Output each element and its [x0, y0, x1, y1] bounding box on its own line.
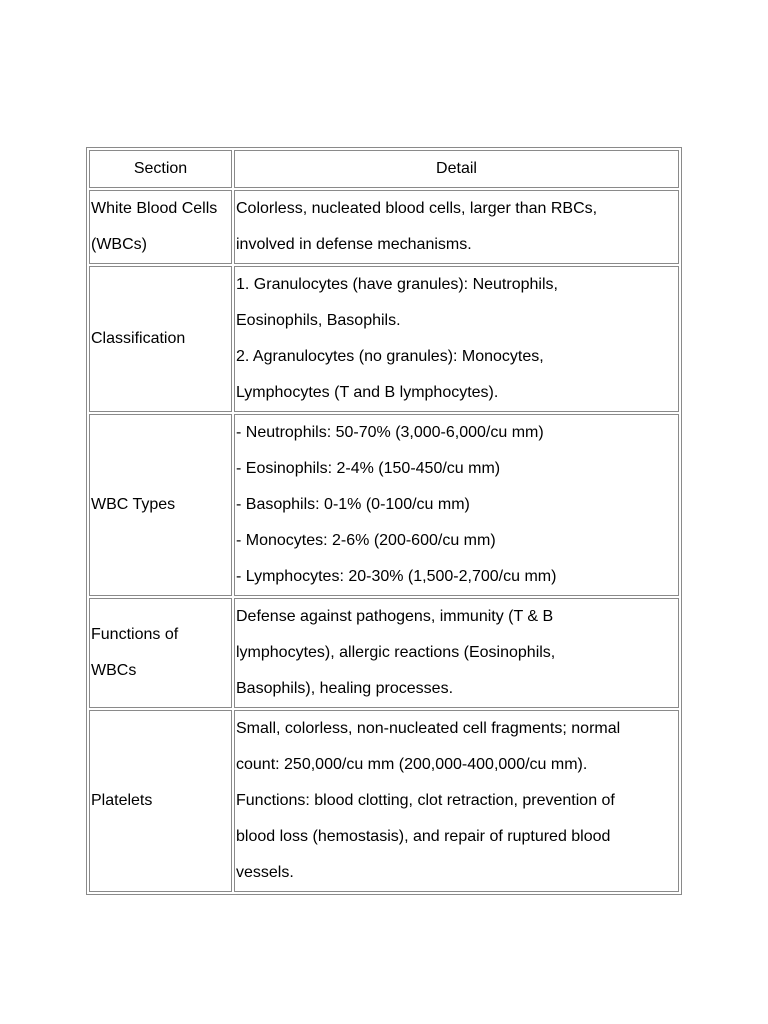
section-cell	[89, 710, 232, 892]
detail-text-line: Defense against pathogens, immunity (T & B	[236, 608, 554, 625]
detail-cell	[234, 598, 679, 708]
table-row	[89, 190, 679, 264]
detail-text-line: - Monocytes: 2-6% (200-600/cu mm)	[236, 532, 496, 549]
detail-text-line: vessels.	[236, 864, 294, 881]
section-text-line: Classification	[91, 330, 186, 347]
table-row	[89, 266, 679, 412]
detail-cell	[234, 190, 679, 264]
section-cell	[89, 414, 232, 596]
detail-text-line: count: 250,000/cu mm (200,000-400,000/cu mm).	[236, 756, 588, 773]
table-row	[89, 414, 679, 596]
section-text-line: Platelets	[91, 792, 153, 809]
section-text-line: White Blood Cells	[91, 200, 218, 217]
section-cell	[89, 598, 232, 708]
detail-cell	[234, 266, 679, 412]
table-header-row	[89, 150, 679, 188]
table-row	[89, 710, 679, 892]
section-text-line: WBCs	[91, 662, 137, 679]
section-text-line: Functions of	[91, 626, 179, 643]
detail-text-line: Small, colorless, non-nucleated cell fragments; normal	[236, 720, 621, 737]
detail-column-header: Detail	[234, 150, 679, 188]
detail-text-line: Functions: blood clotting, clot retraction, prevention of	[236, 792, 615, 809]
detail-text-line: - Neutrophils: 50-70% (3,000-6,000/cu mm)	[236, 424, 544, 441]
detail-text-line: blood loss (hemostasis), and repair of ruptured blood	[236, 828, 611, 845]
detail-cell	[234, 710, 679, 892]
section-cell	[89, 266, 232, 412]
detail-text-line: - Eosinophils: 2-4% (150-450/cu mm)	[236, 460, 501, 477]
detail-text-line: involved in defense mechanisms.	[236, 236, 472, 253]
section-text-line: WBC Types	[91, 496, 176, 513]
detail-text-line: Lymphocytes (T and B lymphocytes).	[236, 384, 499, 401]
section-column-header: Section	[89, 150, 232, 188]
wbc-info-table	[86, 147, 682, 895]
detail-cell	[234, 414, 679, 596]
detail-text-line: - Basophils: 0-1% (0-100/cu mm)	[236, 496, 470, 513]
table-row	[89, 598, 679, 708]
detail-text-line: Colorless, nucleated blood cells, larger than RBCs,	[236, 200, 598, 217]
detail-text-line: - Lymphocytes: 20-30% (1,500-2,700/cu mm)	[236, 568, 557, 585]
section-cell	[89, 190, 232, 264]
detail-text-line: 1. Granulocytes (have granules): Neutrophils,	[236, 276, 558, 293]
detail-text-line: Eosinophils, Basophils.	[236, 312, 401, 329]
detail-text-line: lymphocytes), allergic reactions (Eosinophils,	[236, 644, 556, 661]
detail-text-line: Basophils), healing processes.	[236, 680, 454, 697]
detail-text-line: 2. Agranulocytes (no granules): Monocytes,	[236, 348, 544, 365]
section-text-line: (WBCs)	[91, 236, 147, 253]
